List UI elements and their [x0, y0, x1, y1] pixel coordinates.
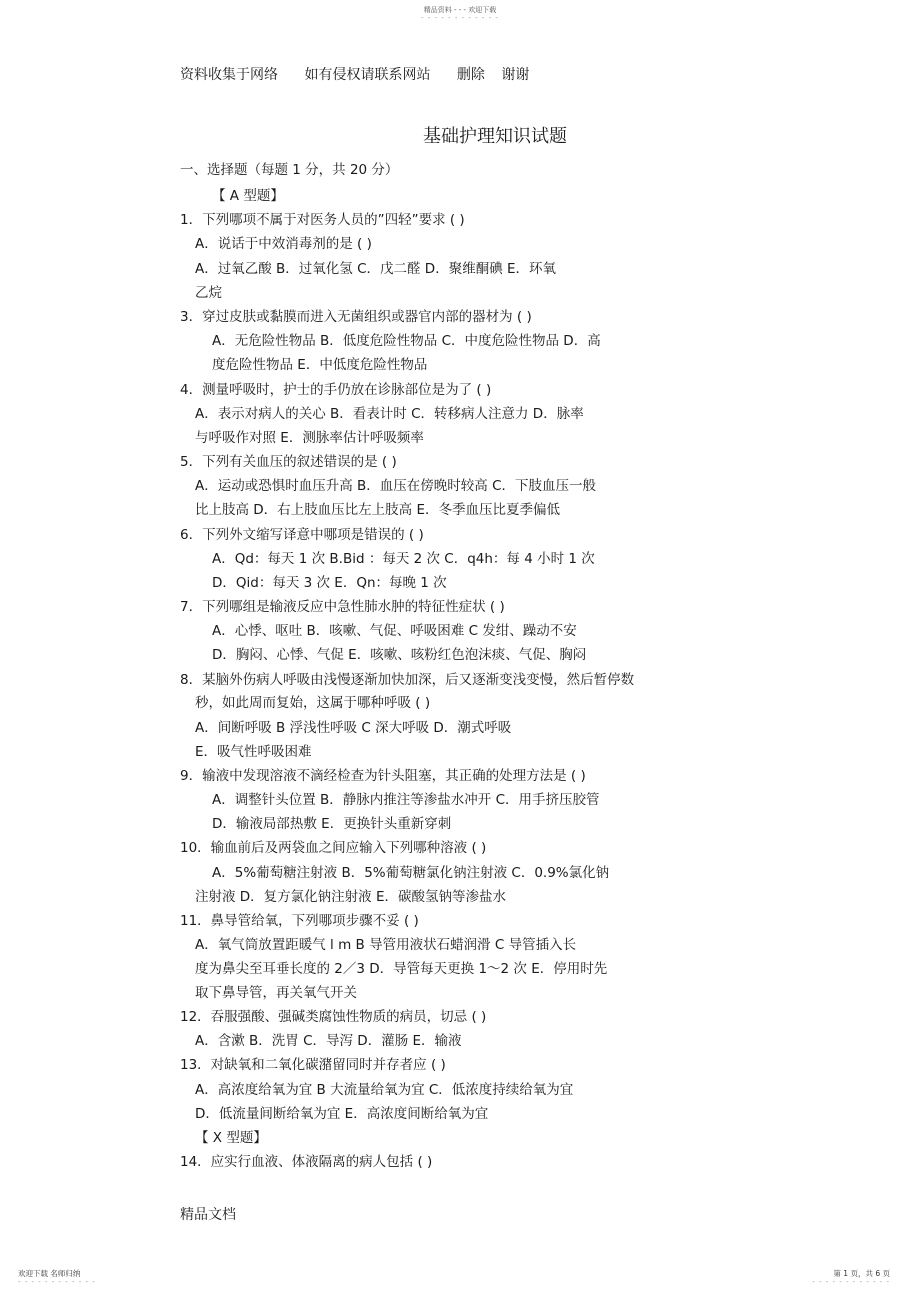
option-line: A．过氧乙酸 B．过氧化氢 C．戊二醛 D．聚维酮碘 E．环氧: [195, 261, 557, 277]
footer-dots-right: - - - - - - - - - - - -: [812, 1278, 890, 1286]
option-line: A．表示对病人的关心 B．看表计时 C．转移病人注意力 D．脉率: [195, 406, 584, 422]
question-line: 5．下列有关血压的叙述错误的是 ( ): [180, 454, 397, 470]
option-line: 注射液 D．复方氯化钠注射液 E．碳酸氢钠等渗盐水: [195, 889, 507, 905]
option-line: A．高浓度给氧为宜 B 大流量给氧为宜 C．低浓度持续给氧为宜: [195, 1082, 574, 1098]
question-line: 11．鼻导管给氧，下列哪项步骤不妥 ( ): [180, 913, 419, 929]
option-line: A．氧气筒放置距暖气 l m B 导管用液状石蜡润滑 C 导管插入长: [195, 937, 577, 953]
notice-part: 删除: [456, 67, 485, 83]
option-line: D．输液局部热敷 E．更换针头重新穿刺: [212, 816, 452, 832]
footer-left-text: 欢迎下载 名师归纳: [18, 1269, 81, 1278]
page-number: 第 1 页，共 6 页: [833, 1269, 890, 1278]
option-line: A．含漱 B．洗胃 C．导泻 D．灌肠 E．输液: [195, 1033, 462, 1049]
subsection-heading: 【 A 型题】: [212, 188, 284, 204]
question-line: A．说话于中效消毒剂的是 ( ): [195, 236, 372, 252]
option-line: A．Qd：每天 1 次 B.Bid ：每天 2 次 C．q4h：每 4 小时 1 次: [212, 551, 595, 567]
section-heading: 一、选择题（每题 1 分，共 20 分）: [180, 162, 399, 178]
question-line: 1．下列哪项不属于对医务人员的”四轻”要求 ( ): [180, 212, 465, 228]
question-line: 13．对缺氧和二氧化碳潴留同时并存者应 ( ): [180, 1057, 446, 1073]
option-line: E．吸气性呼吸困难: [195, 744, 312, 760]
notice-part: 如有侵权请联系网站: [304, 67, 431, 83]
option-line: D．低流量间断给氧为宜 E．高浓度间断给氧为宜: [195, 1106, 489, 1122]
option-line: 度危险性物品 E．中低度危险性物品: [212, 357, 428, 373]
question-line: 9．输液中发现溶液不滴经检查为针头阻塞，其正确的处理方法是 ( ): [180, 768, 586, 784]
option-line: D．胸闷、心悸、气促 E．咳嗽、咳粉红色泡沫痰、气促、胸闷: [212, 647, 587, 663]
option-line: 度为鼻尖至耳垂长度的 2／3 D．导管每天更换 1～2 次 E．停用时先: [195, 961, 608, 977]
question-line: 秒，如此周而复始，这属于哪种呼吸 ( ): [195, 695, 431, 711]
question-line: 6．下列外文缩写译意中哪项是错误的 ( ): [180, 527, 424, 543]
subsection-heading: 【 X 型题】: [195, 1130, 267, 1146]
option-line: A．无危险性物品 B．低度危险性物品 C．中度危险性物品 D．高: [212, 333, 601, 349]
header-dots: - - - - - - - - - - - -: [421, 14, 499, 22]
option-line: 比上肢高 D．右上肢血压比左上肢高 E．冬季血压比夏季偏低: [195, 502, 561, 518]
footer-dots-left: - - - - - - - - - - - -: [18, 1278, 96, 1286]
notice-part: 谢谢: [501, 67, 530, 83]
option-line: A．心悸、呕吐 B．咳嗽、气促、呼吸困难 C 发绀、躁动不安: [212, 623, 577, 639]
copyright-notice: [180, 64, 551, 84]
question-line: 10．输血前后及两袋血之间应输入下列哪种溶液 ( ): [180, 840, 487, 856]
notice-part: 资料收集于网络: [180, 67, 278, 83]
option-line: 乙烷: [195, 285, 222, 301]
question-line: 14．应实行血液、体液隔离的病人包括 ( ): [180, 1154, 433, 1170]
question-line: 4．测量呼吸时，护士的手仍放在诊脉部位是为了 ( ): [180, 382, 492, 398]
question-line: 3．穿过皮肤或黏膜而进入无菌组织或器官内部的器材为 ( ): [180, 309, 532, 325]
option-line: 与呼吸作对照 E．测脉率估计呼吸频率: [195, 430, 424, 446]
option-line: 取下鼻导管，再关氧气开关: [195, 985, 357, 1001]
question-line: 8．某脑外伤病人呼吸由浅慢逐渐加快加深，后又逐渐变浅变慢，然后暂停数: [180, 672, 635, 688]
footer-doc-label: 精品文档: [180, 1207, 236, 1223]
option-line: A．5%葡萄糖注射液 B．5%葡萄糖氯化钠注射液 C．0.9%氯化钠: [212, 865, 610, 881]
question-line: 7．下列哪组是输液反应中急性肺水肿的特征性症状 ( ): [180, 599, 505, 615]
option-line: D．Qid：每天 3 次 E．Qn：每晚 1 次: [212, 575, 447, 591]
page-title: 基础护理知识试题: [423, 126, 567, 147]
option-line: A．调整针头位置 B．静脉内推注等渗盐水冲开 C．用手挤压胶管: [212, 792, 600, 808]
option-line: A．间断呼吸 B 浮浅性呼吸 C 深大呼吸 D．潮式呼吸: [195, 720, 512, 736]
option-line: A．运动或恐惧时血压升高 B．血压在傍晚时较高 C．下肢血压一般: [195, 478, 597, 494]
header-watermark: 精品资料 - - - 欢迎下载: [423, 6, 497, 14]
question-line: 12．吞服强酸、强碱类腐蚀性物质的病员，切忌 ( ): [180, 1009, 487, 1025]
